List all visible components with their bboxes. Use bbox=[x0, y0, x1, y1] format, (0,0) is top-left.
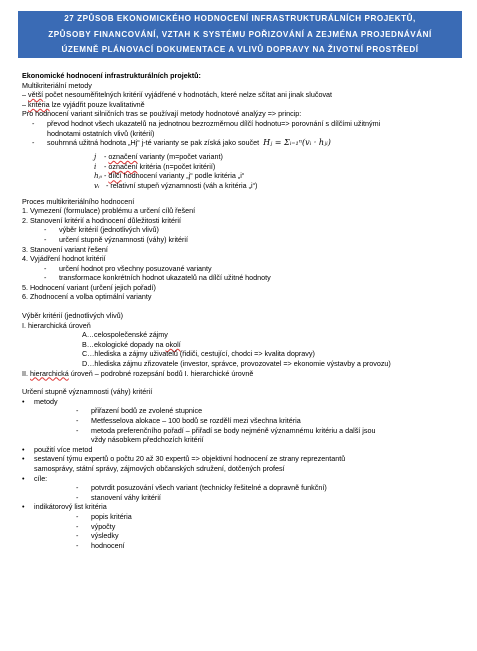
list-item: 2. Stanovení kritérií a hodnocení důležitosti kritérií bbox=[22, 215, 182, 225]
sub-item: - výběr kritérií (jednotlivých vlivů) bbox=[44, 225, 159, 235]
sub-item: - určení stupně významnosti (váhy) kritérií bbox=[44, 234, 189, 244]
var-def: hⱼᵢ - dílčí hodnocení varianty „j“ podle kritéria „i“ bbox=[94, 171, 245, 181]
level-item: C…hlediska a zájmy uživatelů (řidiči, cestující, chodci => kvalita dopravy) bbox=[82, 349, 315, 359]
header-line-3: ÚZEMNĚ PLÁNOVACÍ DOKUMENTACE A VLIVŮ DOPRAVY NA ŽIVOTNÍ PROSTŘEDÍ bbox=[61, 45, 419, 54]
text-line: II. hierarchická úroveň – podrobné rozepsání bodů I. hierarchické úrovně bbox=[22, 368, 254, 378]
sub-item: - potvrdit posuzování všech variant (technicky řešitelné a dopravně funkční) bbox=[76, 483, 327, 493]
bullet-item: • indikátorový list kritéria bbox=[22, 502, 107, 512]
level-item: D…hlediska zájmu zřizovatele (investor, správce, provozovatel => ekonomie výstavby a provozu) bbox=[82, 359, 391, 369]
section-header bbox=[18, 11, 462, 58]
text-line: – kritéria lze vyjádřit pouze kvalitativně bbox=[22, 99, 145, 109]
section-title-weights: Určení stupně významnosti (váhy) kritérií bbox=[22, 387, 153, 397]
header-line-2: ZPŮSOBY FINANCOVÁNÍ, VZTAH K SYSTÉMU POŘIZOVÁNÍ A ZEJMÉNA PROJEDNÁVÁNÍ bbox=[48, 29, 432, 39]
sub-item: - stanovení váhy kritérií bbox=[76, 492, 161, 502]
list-item: 6. Zhodnocení a volba optimální varianty bbox=[22, 292, 152, 302]
document-body bbox=[22, 71, 462, 550]
bullet-item-cont: hodnotami ostatních vlivů (kritérií) bbox=[47, 128, 155, 138]
sub-item: - přiřazení bodů ze zvolené stupnice bbox=[76, 406, 203, 416]
section-title-economic: Ekonomické hodnocení infrastrukturálních projektů: bbox=[22, 71, 201, 80]
level-item: B…ekologické dopady na okolí bbox=[82, 339, 181, 349]
text-line: – větší počet nesouměřitelných kritérií vyjádřené v hodnotách, které nelze sčítat ani jinak slučovat bbox=[22, 90, 333, 100]
sub-item: - transformace konkrétních hodnot ukazatelů na dílčí užitné hodnoty bbox=[44, 273, 271, 283]
bullet-item: - převod hodnot všech ukazatelů na jednotnou bezrozměrnou dílčí hodnotu=> porovnání s dílčími užitnými bbox=[32, 118, 381, 128]
text-line: Multikriteriální metody bbox=[22, 80, 92, 90]
var-def: j - označení varianty (m=počet variant) bbox=[94, 152, 223, 162]
var-def: i - označení kritéria (n=počet kritérií) bbox=[94, 161, 216, 171]
sub-item: - hodnocení bbox=[76, 540, 125, 550]
section-title-criteria: Výběr kritérií (jednotlivých vlivů) bbox=[22, 311, 124, 321]
sub-item: - metoda preferenčního pořadí – přiřadí se body nejméně významnému kritériu a další jsou bbox=[76, 425, 376, 435]
formula-hj: Hⱼ = Σᵢ₌₁ⁿ(vᵢ · hⱼᵢ) bbox=[263, 138, 331, 148]
sub-item-cont: vždy násobkem předchozích kritérií bbox=[91, 435, 204, 445]
sub-item: - určení hodnot pro všechny posuzované varianty bbox=[44, 263, 212, 273]
bullet-item: • sestavení týmu expertů o počtu 20 až 30 expertů => objektivní hodnocení ze strany reprezentantů bbox=[22, 454, 346, 464]
text-line: Pro hodnocení variant silničních tras se používají metody hodnotové analýzy => princip: bbox=[22, 109, 302, 119]
bullet-item: • cíle: bbox=[22, 473, 48, 483]
sub-item: - výpočty bbox=[76, 521, 116, 531]
bullet-item-cont: samosprávy, státní správy, zájmových občanských sdružení, dotčených profesí bbox=[34, 463, 285, 473]
sub-item: - popis kritéria bbox=[76, 511, 132, 521]
sub-item: - výsledky bbox=[76, 531, 119, 541]
var-def: vᵢ - relativní stupeň významnosti (váh a kritéria „i“) bbox=[94, 180, 258, 190]
header-line-1: 27 ZPŮSOB EKONOMICKÉHO HODNOCENÍ INFRASTRUKTURÁLNÍCH PROJEKTŮ, bbox=[64, 14, 416, 23]
section-title-process: Proces multikriteriálního hodnocení bbox=[22, 196, 135, 206]
sub-item: - Metfesselova alokace – 100 bodů se rozdělí mezi všechna kritéria bbox=[76, 416, 301, 425]
level-item: A…celospolečenské zájmy bbox=[82, 330, 168, 340]
bullet-item: - souhrnná užitná hodnota „Hj“ j-té varianty se pak získá jako součet Hⱼ = Σᵢ₌₁ⁿ(vᵢ · hⱼᵢ) bbox=[32, 138, 331, 148]
list-item: 4. Vyjádření hodnot kritérií bbox=[22, 254, 106, 264]
bullet-item: • metody bbox=[22, 396, 58, 406]
list-item: 3. Stanovení variant řešení bbox=[22, 244, 108, 254]
list-item: 5. Hodnocení variant (určení jejich pořadí) bbox=[22, 282, 156, 292]
text-line: I. hierarchická úroveň bbox=[22, 320, 91, 330]
list-item: 1. Vymezení (formulace) problému a určení cílů řešení bbox=[22, 206, 196, 216]
bullet-item: • použití více metod bbox=[22, 444, 93, 454]
